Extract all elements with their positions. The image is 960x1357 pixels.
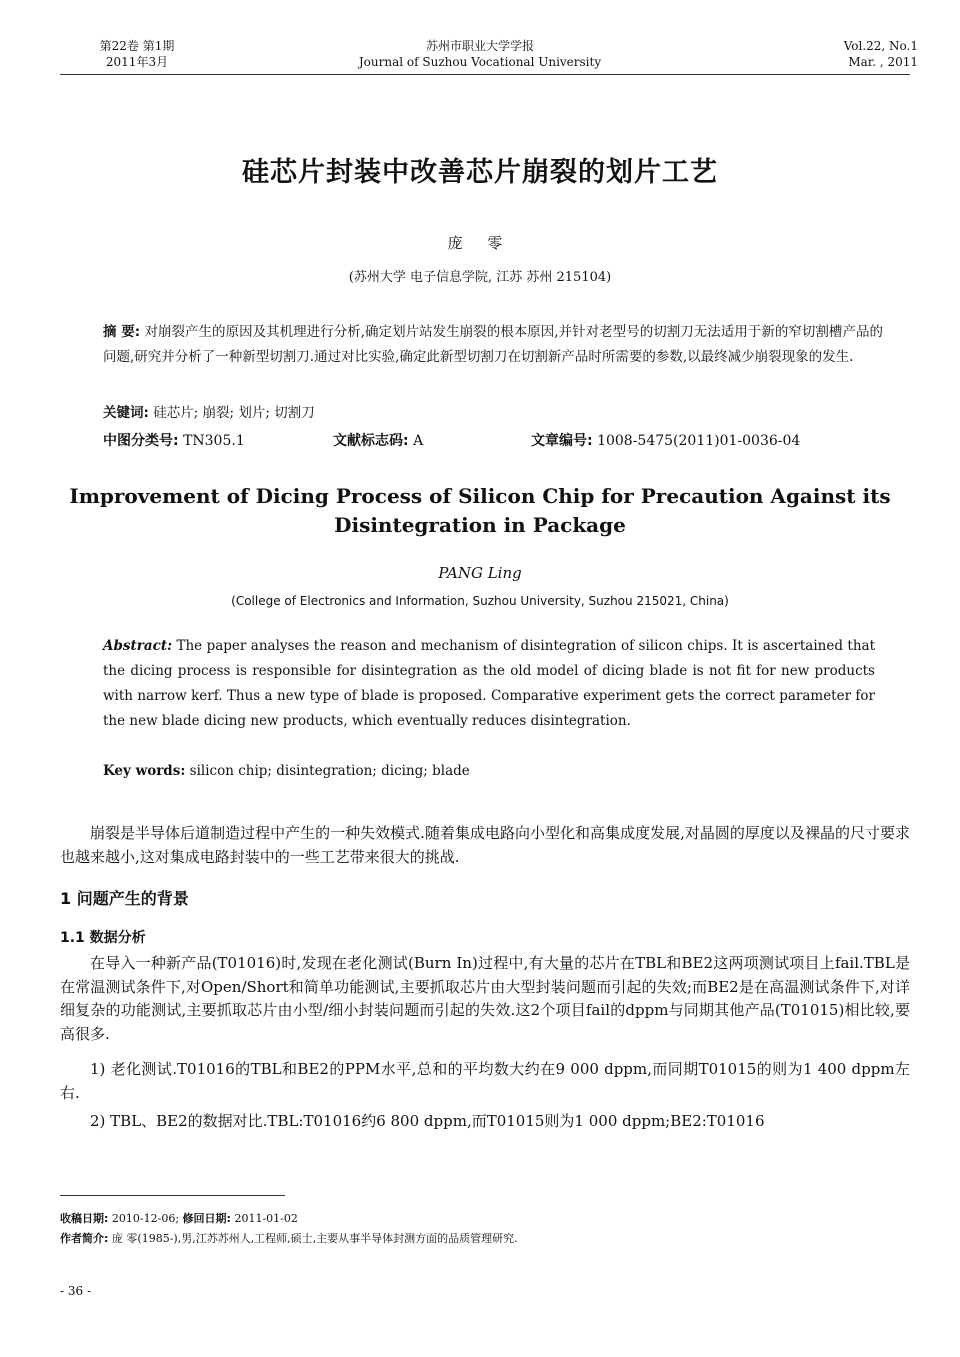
doc-label: 文献标志码:: [333, 433, 409, 449]
revised-value: 2011-01-02: [234, 1212, 298, 1225]
abstract-cn-text: 对崩裂产生的原因及其机理进行分析,确定划片站发生崩裂的根本原因,并针对老型号的切割刀无法适用于新的窄切割槽产品的问题,研究并分析了一种新型切割刀.通过对比实验,确定此新型切割刀在切割新产品时所需要的参数,以最终减少崩裂现象的发生.: [103, 324, 883, 365]
keywords-en-label: Key words:: [103, 763, 186, 779]
header-date-cn: 2011年3月: [105, 55, 169, 69]
abstract-cn-label: 摘 要:: [103, 324, 141, 340]
author-en: PANG Ling: [438, 564, 522, 582]
affiliation-cn: (苏州大学 电子信息学院, 江苏 苏州 215104): [348, 270, 612, 285]
revised-label: 修回日期:: [182, 1212, 231, 1225]
keywords-cn: [103, 401, 883, 421]
header-journal: [330, 38, 630, 70]
footnote-dates: [60, 1210, 920, 1226]
paper-title-en: Improvement of Dicing Process of Silicon Chip for Precaution Against its Disintegration in Package: [69, 484, 891, 537]
received-value: 2010-12-06;: [111, 1212, 180, 1225]
body-paragraph-2: 1) 老化测试.T01016的TBL和BE2的PPM水平,总和的平均数大约在9 000 dppm,而同期T01015的则为1 400 dppm左右.: [60, 1060, 910, 1102]
keywords-en-text: silicon chip; disintegration; dicing; blade: [189, 763, 470, 779]
section-1-1-heading: 1.1 数据分析: [60, 930, 146, 946]
author-bio-label: 作者简介:: [60, 1232, 109, 1245]
keywords-cn-text: 硅芯片; 崩裂; 划片; 切割刀: [153, 405, 315, 421]
section-1-heading: 1 问题产生的背景: [60, 889, 189, 908]
header-date-en: Mar. , 2011: [848, 55, 918, 69]
header-journal-en: Journal of Suzhou Vocational University: [358, 55, 602, 69]
clc-value: TN305.1: [183, 433, 245, 449]
article-value: 1008-5475(2011)01-0036-04: [597, 433, 801, 449]
abstract-en-label: Abstract:: [103, 638, 173, 654]
body-paragraph-3: 2) TBL、BE2的数据对比.TBL:T01016约6 800 dppm,而T01015则为1 000 dppm;BE2:T01016: [90, 1112, 765, 1130]
doc-code: [333, 430, 423, 450]
keywords-cn-label: 关键词:: [103, 405, 149, 421]
body-paragraph-1: 在导入一种新产品(T01016)时,发现在老化测试(Burn In)过程中,有大量的芯片在TBL和BE2这两项测试项目上fail.TBL是在常温测试条件下,对Open/Short和简单功能测试,主要抓取芯片由大型封装问题而引起的失效;而BE2是在高温测试条件下,对详细复杂的功能测试,主要抓取芯片由小型/细小封装问题而引起的失效.这2个项目fail的dppm与同期其他产品(T01015)相比较,要高很多.: [60, 954, 910, 1043]
header-issue-cn: [82, 38, 192, 70]
page-number: - 36 -: [60, 1284, 92, 1298]
abstract-cn: [103, 320, 883, 370]
header-volume-cn: 第22卷 第1期: [99, 39, 175, 53]
footnote-rule: [60, 1195, 285, 1196]
author-bio-text: 庞 零(1985-),男,江苏苏州人,工程师,硕士,主要从事半导体封测方面的品质管理研究.: [111, 1232, 518, 1245]
header-journal-cn: 苏州市职业大学学报: [425, 39, 534, 53]
abstract-en: [103, 634, 875, 734]
header-rule: [60, 74, 910, 75]
article-label: 文章编号:: [531, 433, 593, 449]
affiliation-en: (College of Electronics and Information, Suzhou University, Suzhou 215021, China): [231, 594, 729, 608]
footnote-author: [60, 1230, 920, 1246]
article-number: [531, 430, 800, 450]
header-issue-en: [798, 38, 918, 70]
received-label: 收稿日期:: [60, 1212, 109, 1225]
clc-label: 中图分类号:: [103, 433, 179, 449]
keywords-en: [103, 763, 875, 779]
author-cn: 庞 零: [447, 234, 513, 252]
intro-paragraph: 崩裂是半导体后道制造过程中产生的一种失效模式.随着集成电路向小型化和高集成度发展,对晶圆的厚度以及裸晶的尺寸要求也越来越小,这对集成电路封装中的一些工艺带来很大的挑战.: [60, 824, 910, 866]
abstract-en-text: The paper analyses the reason and mechanism of disintegration of silicon chips. It is ascertained that the dicing process is responsible for disintegration as the old model of dicing blade is not fit for new products with narrow kerf. Thus a new type of blade is proposed. Comparative experiment gets the correct parameter for the new blade dicing new products, which eventually reduces disintegration.: [103, 638, 875, 729]
header-volume-en: Vol.22, No.1: [843, 39, 918, 53]
doc-value: A: [413, 433, 424, 449]
clc-code: [103, 430, 245, 450]
paper-title-cn: 硅芯片封装中改善芯片崩裂的划片工艺: [242, 157, 718, 188]
